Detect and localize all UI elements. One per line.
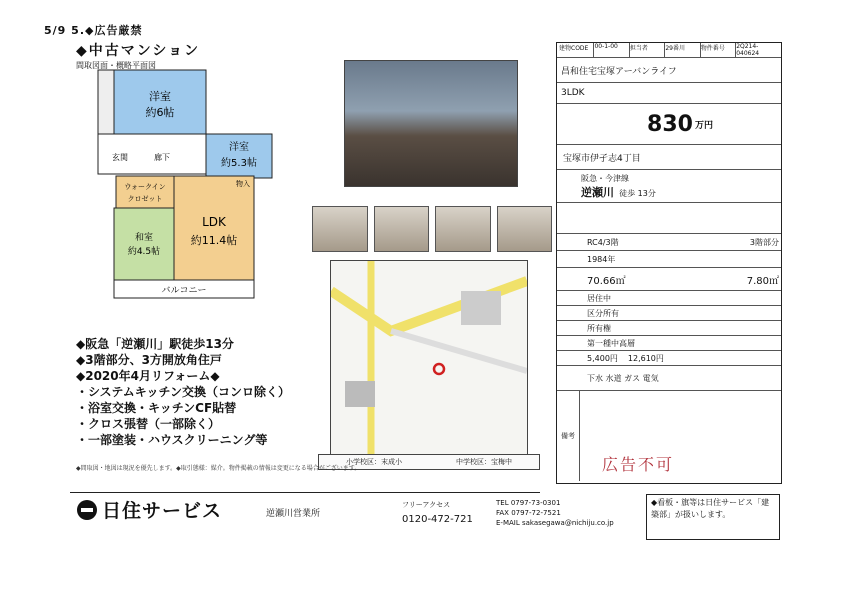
room-label-balcony: バルコニー — [161, 286, 207, 296]
feature-item: ・浴室交換・キッチンCF貼替 — [76, 401, 237, 415]
room-size-western-1: 約6帖 — [145, 106, 175, 119]
current-row — [557, 291, 781, 306]
code-row: 建物CODE 00-1-00 担当者 29番川 物件番号 2Q214-040624 — [557, 43, 781, 58]
room-label-western-2: 洋室 — [229, 142, 249, 153]
interior-thumbnails — [312, 206, 552, 252]
fax: FAX 0797-72-7521 — [496, 509, 561, 517]
balcony-area: 7.80㎡ — [746, 275, 779, 287]
interior-photo — [374, 206, 430, 252]
price-row — [557, 104, 781, 145]
plan-caption: 間取図面・概略平面図 — [76, 61, 156, 70]
feature-list — [76, 336, 290, 448]
structure-value: RC4/3階 — [587, 237, 619, 247]
interior-photo — [312, 206, 368, 252]
feature-item: ・一部塗装・ハウスクリーニング等 — [76, 433, 268, 447]
blank-row — [557, 203, 781, 234]
building-photo — [344, 60, 518, 187]
signage-notice: ◆看板・旗等は日住サービス「建築部」が扱いします。 — [646, 494, 780, 540]
room-label-western-1: 洋室 — [149, 90, 171, 103]
management-row — [557, 306, 781, 321]
area-row — [557, 268, 781, 291]
room-label-japanese: 和室 — [134, 233, 154, 243]
map-building — [345, 381, 375, 407]
unit-floor: 3階部分 — [749, 237, 779, 247]
current-status: 居住中 — [587, 293, 611, 303]
contact-block — [496, 498, 614, 528]
location-value: 宝塚市伊孑志4丁目 — [563, 153, 641, 164]
room-label-closet: ウォークイン — [124, 183, 166, 191]
feature-item: ◆阪急「逆瀬川」駅徒歩13分 — [76, 337, 234, 351]
feature-item: ◆3階部分、3方開放角住戸 — [76, 353, 222, 367]
location-row — [557, 145, 781, 170]
branch-name: 逆瀬川営業所 — [266, 509, 321, 519]
station-row — [557, 170, 781, 203]
location-map — [330, 260, 528, 458]
walk-time: 徒歩 13分 — [619, 188, 656, 198]
zoning-row — [557, 336, 781, 351]
logo-icon — [76, 499, 98, 521]
room-label-ldk: LDK — [202, 215, 226, 229]
free-dial: 0120-472-721 — [402, 514, 473, 525]
property-type-title: ◆中古マンション — [76, 43, 201, 59]
name-row — [557, 58, 781, 83]
layout-row — [557, 83, 781, 104]
zoning-value: 第一種中高層 — [587, 338, 635, 348]
management-type: 区分所有 — [587, 308, 619, 318]
company-name: 日住サービス — [102, 500, 223, 522]
school-junior-high: 中学校区：宝梅中 — [456, 458, 512, 466]
map-building — [461, 291, 501, 325]
price-value: 830 — [647, 111, 693, 137]
map-road — [391, 331, 527, 371]
room-size-japanese: 約4.5帖 — [127, 247, 161, 257]
company-logo — [76, 496, 222, 523]
structure-row — [557, 234, 781, 251]
page-header: 5/9 5.◆広告厳禁 — [44, 24, 143, 37]
room-label-closet-2: クロゼット — [127, 195, 163, 203]
management-fee: 5,400円 — [587, 353, 618, 363]
room-japanese — [114, 208, 174, 280]
facilities-row — [557, 366, 781, 391]
tel: TEL 0797-73-0301 — [496, 499, 561, 507]
interior-photo — [435, 206, 491, 252]
label-corridor: 廊下 — [154, 153, 170, 162]
station-name: 逆瀬川 — [581, 185, 614, 199]
floor-area: 70.66㎡ — [587, 275, 626, 287]
label-storage: 物入 — [236, 180, 250, 188]
school-elementary: 小学校区：末成小 — [346, 458, 402, 466]
rights-value: 所有権 — [587, 323, 611, 333]
walkin-closet — [116, 176, 174, 208]
rights-row — [557, 321, 781, 336]
room-size-ldk: 約11.4帖 — [190, 234, 238, 247]
property-marker-icon — [434, 364, 444, 374]
feature-item: ・クロス張替（一部除く） — [76, 417, 221, 431]
built-row — [557, 251, 781, 268]
label-entrance: 玄関 — [112, 153, 128, 162]
property-name: 昌和住宅宝塚アーバンライフ — [561, 66, 677, 77]
remarks-label: 備考 — [557, 391, 580, 481]
price-unit: 万円 — [694, 120, 713, 131]
built-year: 1984年 — [587, 254, 616, 264]
bathroom-area — [98, 70, 114, 134]
facilities-value: 下水 水道 ガス 電気 — [587, 373, 659, 383]
notes: ◆間取図・地図は現況を優先します。◆取引態様：媒介。物件掲載の情報は変更になる場合がございます。 — [76, 465, 361, 472]
interior-photo — [497, 206, 553, 252]
repair-fee: 12,610円 — [627, 353, 664, 363]
fee-row — [557, 351, 781, 366]
room-western-2 — [206, 134, 272, 178]
station-line: 阪急・今津線 — [581, 173, 629, 183]
feature-item: ・システムキッチン交換（コンロ除く） — [76, 385, 290, 399]
layout-value: 3LDK — [561, 88, 585, 98]
spec-table — [556, 42, 782, 484]
feature-item: ◆2020年4月リフォーム◆ — [76, 369, 220, 383]
floor-plan — [96, 64, 286, 304]
free-label: フリーアクセス — [402, 501, 451, 509]
email: E-MAIL sakasegawa@nichiju.co.jp — [496, 519, 614, 527]
room-size-western-2: 約5.3帖 — [221, 158, 257, 169]
ad-prohibited-stamp: 広告不可 — [602, 455, 675, 474]
